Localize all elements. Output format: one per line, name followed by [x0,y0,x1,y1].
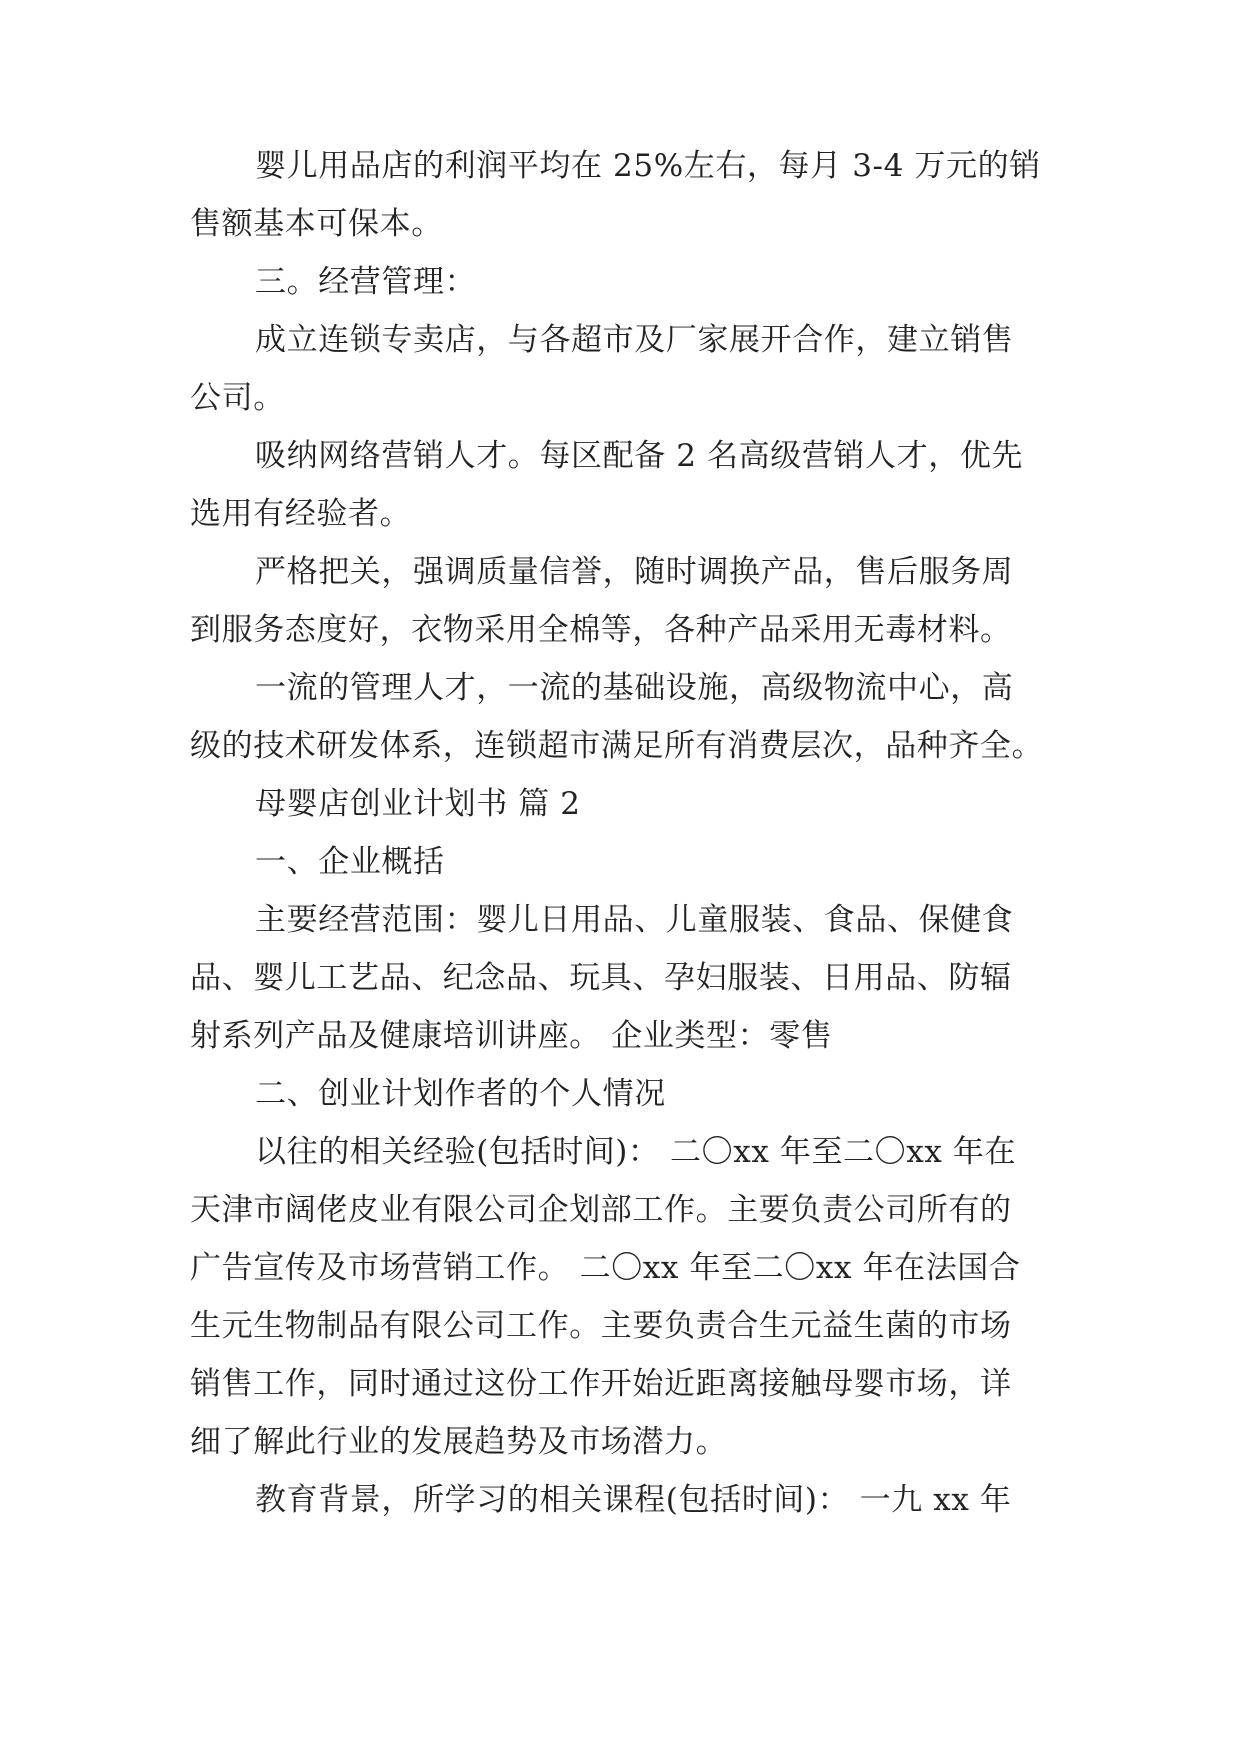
text-line: 一流的管理人才，一流的基础设施，高级物流中心，高 [255,670,1014,706]
text-line: 公司。 [190,380,285,416]
text-line: 主要经营范围：婴儿日用品、儿童服装、食品、保健食 [255,902,1014,938]
text-line: 教育背景，所学习的相关课程(包括时间)： 一九 xx 年 [255,1482,1012,1518]
text-line: 级的技术研发体系，连锁超市满足所有消费层次，品种齐全。 [190,728,1044,764]
text-line: 生元生物制品有限公司工作。主要负责合生元益生菌的市场 [190,1308,1012,1344]
text-line: 射系列产品及健康培训讲座。 企业类型：零售 [190,1018,833,1054]
text-line: 以往的相关经验(包括时间)： 二〇xx 年至二〇xx 年在 [255,1134,1017,1170]
section-heading: 二、创业计划作者的个人情况 [255,1076,666,1112]
text-line: 婴儿用品店的利润平均在 25%左右，每月 3-4 万元的销 [255,148,1041,184]
text-line: 选用有经验者。 [190,496,412,532]
text-line: 细了解此行业的发展趋势及市场潜力。 [190,1424,728,1460]
text-line: 品、婴儿工艺品、纪念品、玩具、孕妇服装、日用品、防辐 [190,960,1012,996]
text-line: 销售工作，同时通过这份工作开始近距离接触母婴市场，详 [190,1366,1012,1402]
section-heading: 一、企业概括 [255,844,445,880]
text-line: 严格把关，强调质量信誉，随时调换产品，售后服务周 [255,554,1014,590]
text-line: 售额基本可保本。 [190,206,443,242]
section-heading: 三。经营管理： [255,264,477,300]
text-line: 成立连锁专卖店，与各超市及厂家展开合作，建立销售 [255,322,1014,358]
text-line: 天津市阔佬皮业有限公司企划部工作。主要负责公司所有的 [190,1192,1012,1228]
text-line: 到服务态度好，衣物采用全棉等，各种产品采用无毒材料。 [190,612,1012,648]
text-line: 广告宣传及市场营销工作。 二〇xx 年至二〇xx 年在法国合 [190,1250,1021,1286]
section-title: 母婴店创业计划书 篇 2 [255,786,581,822]
text-line: 吸纳网络营销人才。每区配备 2 名高级营销人才，优先 [255,438,1024,474]
